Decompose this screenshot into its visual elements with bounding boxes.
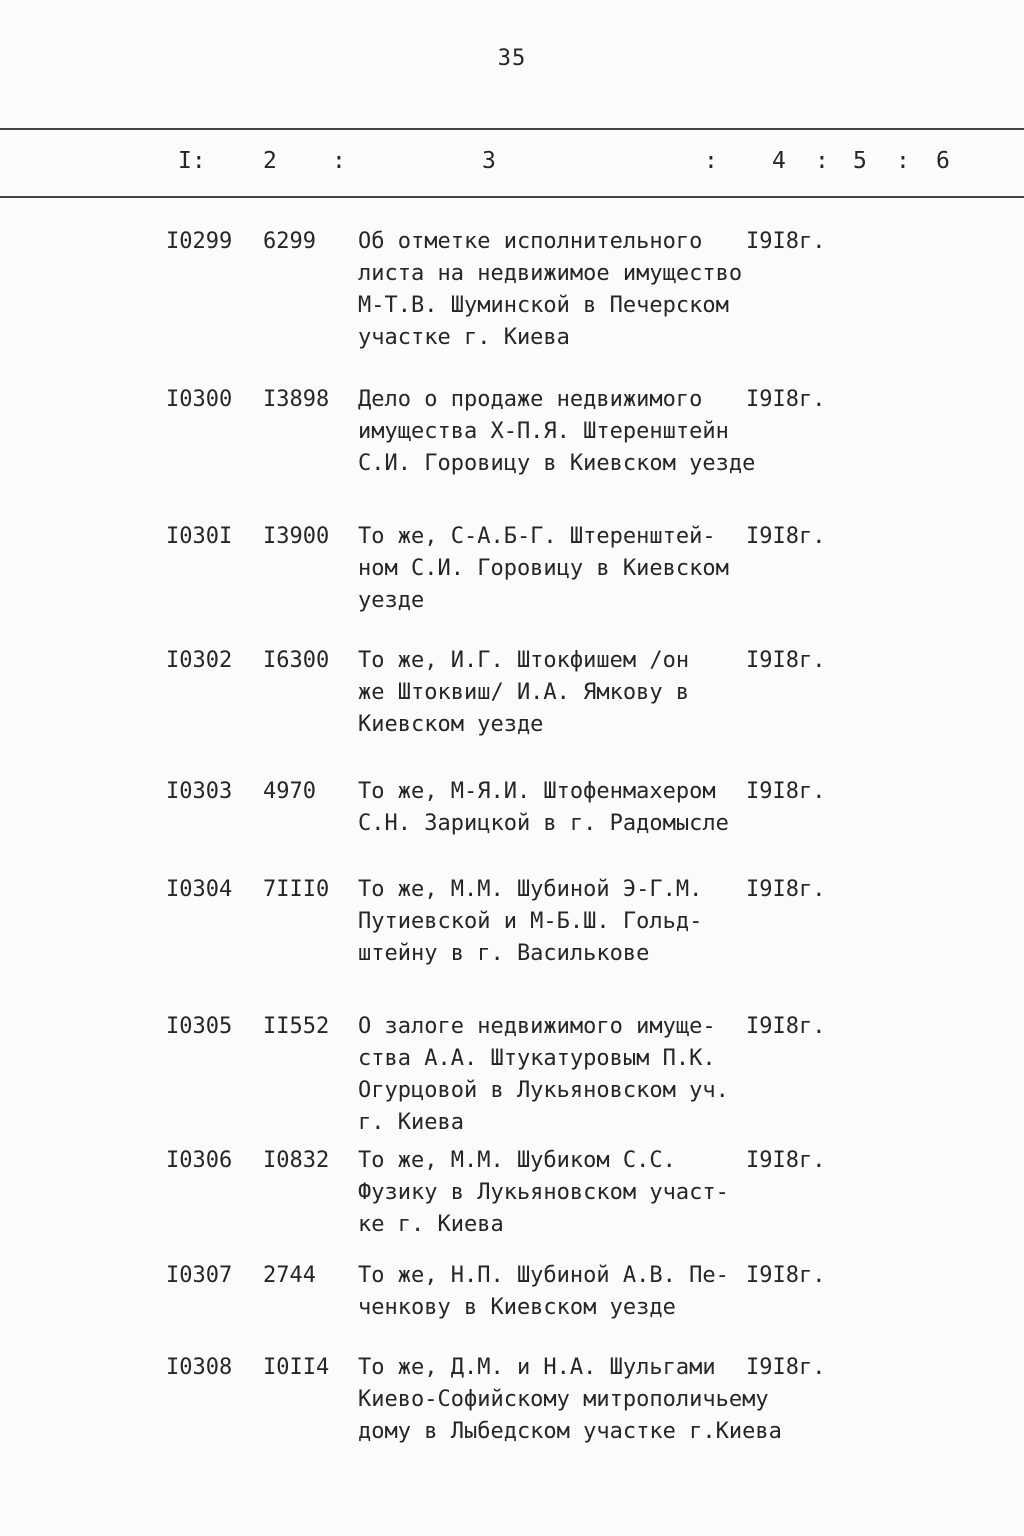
old-record-number: I0II4	[263, 1355, 330, 1380]
description-line: Киево-Софийскому митрополичьему	[358, 1387, 769, 1412]
record-description	[358, 1011, 758, 1139]
header-top-rule	[0, 128, 1024, 130]
old-record-number: II552	[263, 1014, 330, 1039]
record-description	[358, 226, 758, 354]
old-record-number: I0832	[263, 1148, 330, 1173]
record-number: I030I	[166, 524, 233, 549]
record-number: I0299	[166, 229, 233, 254]
description-line: же Штоквиш/ И.А. Ямкову в	[358, 680, 690, 705]
record-year: I9I8г.	[746, 387, 826, 412]
record-number: I0300	[166, 387, 233, 412]
header-bottom-rule	[0, 196, 1024, 198]
description-line: ке г. Киева	[358, 1212, 504, 1237]
description-line: То же, М-Я.И. Штофенмахером	[358, 779, 716, 804]
old-record-number: 4970	[263, 779, 316, 804]
description-line: ном С.И. Горовицу в Киевском	[358, 556, 729, 581]
record-year: I9I8г.	[746, 524, 826, 549]
header-separator: :	[896, 148, 910, 174]
header-separator: :	[815, 148, 829, 174]
header-col-2: 2	[263, 148, 277, 174]
description-line: ства А.А. Штукатуровым П.К.	[358, 1046, 716, 1071]
record-description	[358, 384, 758, 480]
description-line: Киевском уезде	[358, 712, 544, 737]
header-col-3: 3	[482, 148, 496, 174]
description-line: Дело о продаже недвижимого	[358, 387, 703, 412]
record-description	[358, 645, 758, 741]
description-line: То же, Н.П. Шубиной А.В. Пе-	[358, 1263, 729, 1288]
description-line: То же, Д.М. и Н.А. Шульгами	[358, 1355, 716, 1380]
header-separator: :	[704, 148, 718, 174]
record-year: I9I8г.	[746, 877, 826, 902]
description-line: О залоге недвижимого имуще-	[358, 1014, 716, 1039]
record-year: I9I8г.	[746, 779, 826, 804]
record-description	[358, 776, 758, 840]
description-line: Огурцовой в Лукьяновском уч.	[358, 1078, 729, 1103]
record-description	[358, 521, 758, 617]
record-description	[358, 1145, 758, 1241]
old-record-number: I6300	[263, 648, 330, 673]
description-line: Путиевской и М-Б.Ш. Гольд-	[358, 909, 703, 934]
old-record-number: 6299	[263, 229, 316, 254]
old-record-number: I3898	[263, 387, 330, 412]
record-year: I9I8г.	[746, 1263, 826, 1288]
old-record-number: I3900	[263, 524, 330, 549]
description-line: То же, М.М. Шубиной Э-Г.М.	[358, 877, 703, 902]
record-description	[358, 1260, 758, 1324]
description-line: г. Киева	[358, 1110, 464, 1135]
record-description	[358, 874, 758, 970]
description-line: М-Т.В. Шуминской в Печерском	[358, 293, 729, 318]
record-description	[358, 1352, 782, 1448]
description-line: дому в Лыбедском участке г.Киева	[358, 1419, 782, 1444]
description-line: имущества Х-П.Я. Штеренштейн	[358, 419, 729, 444]
record-number: I0302	[166, 648, 233, 673]
description-line: С.Н. Зарицкой в г. Радомысле	[358, 811, 729, 836]
page-number: 35	[497, 46, 527, 71]
description-line: ченкову в Киевском уезде	[358, 1295, 676, 1320]
description-line: То же, С-А.Б-Г. Штеренштей-	[358, 524, 716, 549]
header-separator: :	[332, 148, 346, 174]
description-line: участке г. Киева	[358, 325, 570, 350]
description-line: штейну в г. Василькове	[358, 941, 650, 966]
record-year: I9I8г.	[746, 1014, 826, 1039]
old-record-number: 7III0	[263, 877, 330, 902]
record-number: I0305	[166, 1014, 233, 1039]
description-line: уезде	[358, 588, 425, 613]
record-year: I9I8г.	[746, 229, 826, 254]
record-year: I9I8г.	[746, 648, 826, 673]
description-line: Фузику в Лукьяновском участ-	[358, 1180, 729, 1205]
header-col-4: 4	[772, 148, 786, 174]
record-number: I0307	[166, 1263, 233, 1288]
table-header	[0, 148, 1024, 178]
header-col-1: I:	[178, 148, 206, 174]
description-line: С.И. Горовицу в Киевском уезде	[358, 451, 756, 476]
record-number: I0304	[166, 877, 233, 902]
description-line: То же, М.М. Шубиком С.С.	[358, 1148, 676, 1173]
header-col-6: 6	[936, 148, 950, 174]
old-record-number: 2744	[263, 1263, 316, 1288]
description-line: Об отметке исполнительного	[358, 229, 703, 254]
record-number: I0303	[166, 779, 233, 804]
description-line: То же, И.Г. Штокфишем /он	[358, 648, 690, 673]
record-number: I0306	[166, 1148, 233, 1173]
record-number: I0308	[166, 1355, 233, 1380]
description-line: листа на недвижимое имущество	[358, 261, 743, 286]
record-year: I9I8г.	[746, 1355, 826, 1380]
record-year: I9I8г.	[746, 1148, 826, 1173]
header-col-5: 5	[853, 148, 867, 174]
